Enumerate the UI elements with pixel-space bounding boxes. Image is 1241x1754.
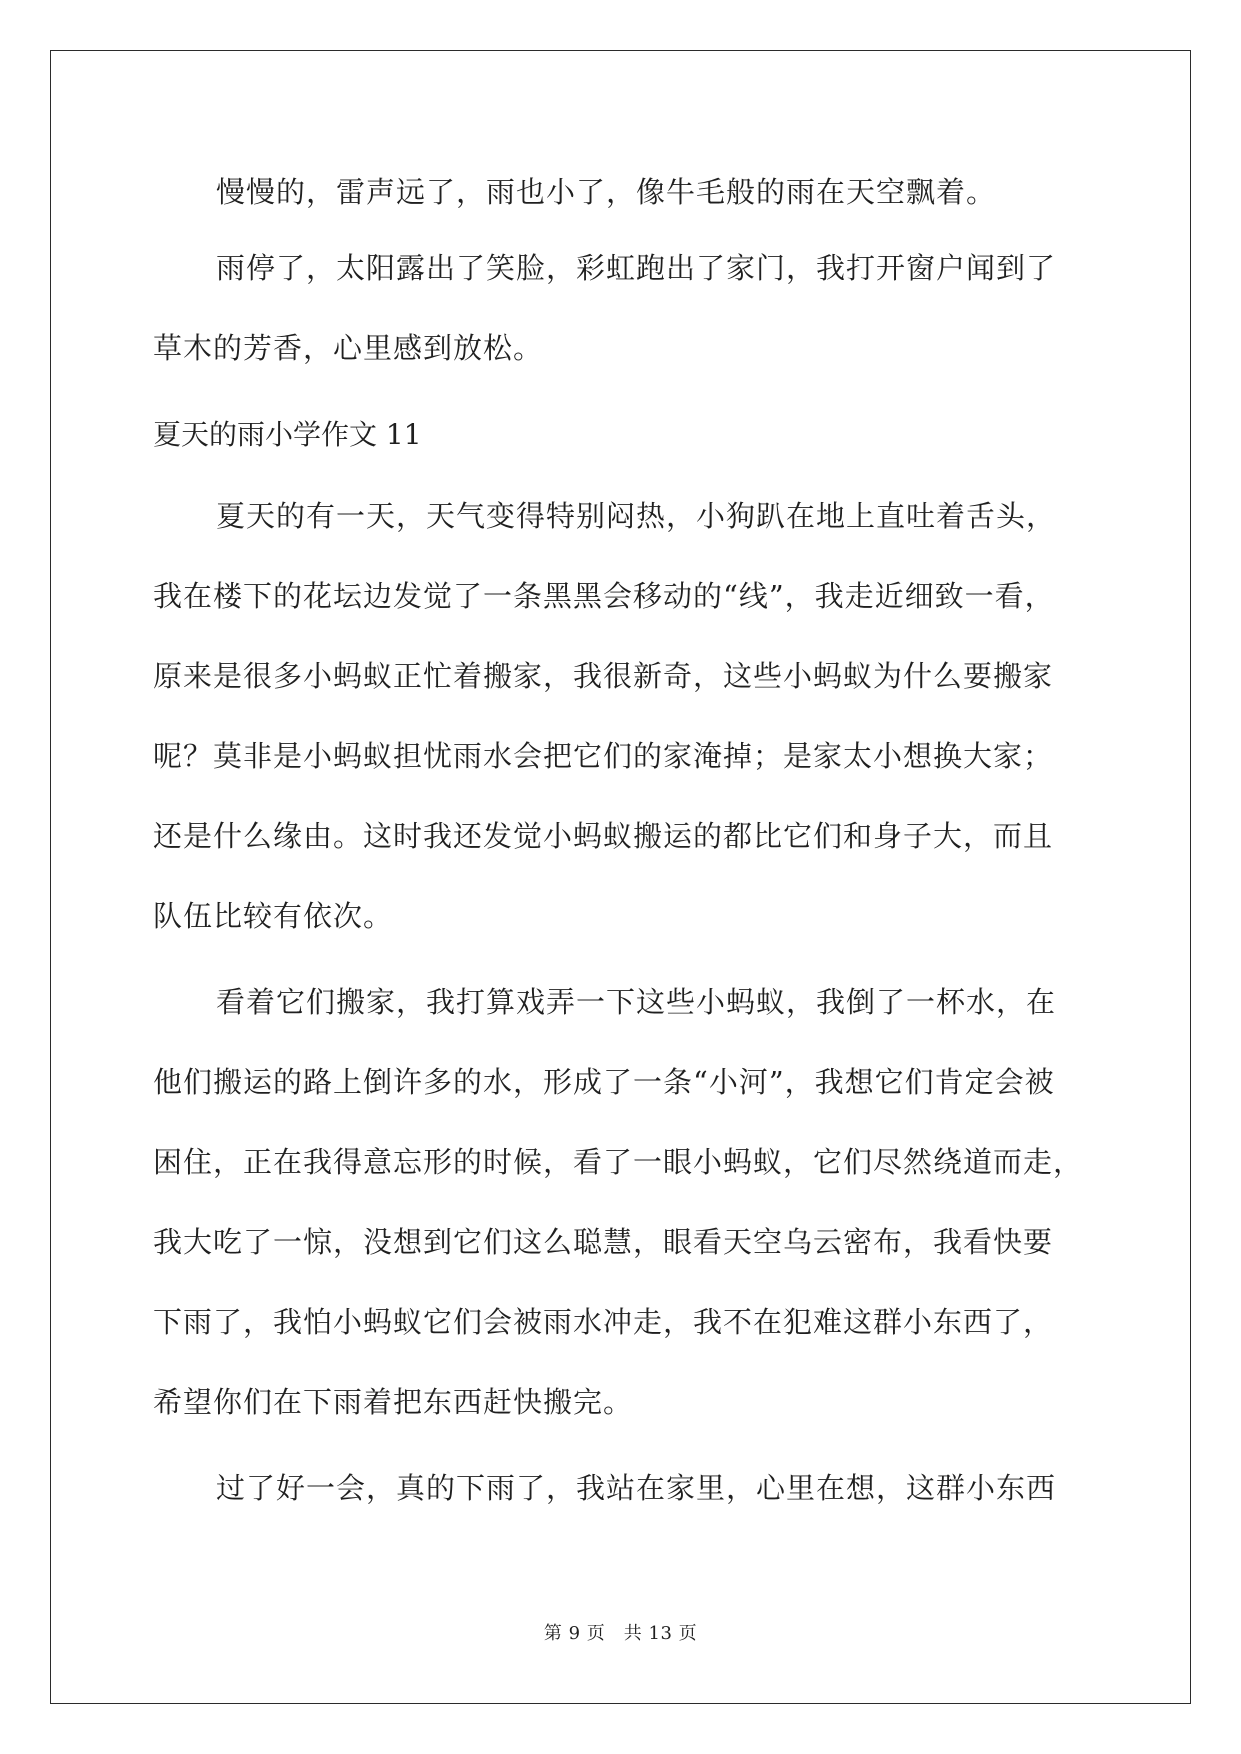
page-number: 第 9 页 共 13 页 xyxy=(543,1623,698,1644)
paragraph-line: 困住，正在我得意忘形的时候，看了一眼小蚂蚁，它们尽然绕道而走， xyxy=(153,1145,1084,1179)
paragraph-line: 过了好一会，真的下雨了，我站在家里，心里在想，这群小东西 xyxy=(216,1471,1057,1505)
paragraph-line: 夏天的有一天，天气变得特别闷热，小狗趴在地上直吐着舌头， xyxy=(216,499,1057,533)
paragraph-line: 原来是很多小蚂蚁正忙着搬家，我很新奇，这些小蚂蚁为什么要搬家 xyxy=(153,659,1054,693)
paragraph-line: 我大吃了一惊，没想到它们这么聪慧，眼看天空乌云密布，我看快要 xyxy=(153,1225,1054,1259)
paragraph-line: 雨停了，太阳露出了笑脸，彩虹跑出了家门，我打开窗户闻到了 xyxy=(216,251,1057,285)
paragraph-line: 还是什么缘由。这时我还发觉小蚂蚁搬运的都比它们和身子大，而且 xyxy=(153,819,1054,853)
paragraph-line: 草木的芳香，心里感到放松。 xyxy=(153,331,544,365)
paragraph-line: 下雨了，我怕小蚂蚁它们会被雨水冲走，我不在犯难这群小东西了， xyxy=(153,1305,1054,1339)
paragraph-line: 希望你们在下雨着把东西赶快搬完。 xyxy=(153,1385,634,1419)
paragraph-line: 我在楼下的花坛边发觉了一条黑黑会移动的“线”，我走近细致一看， xyxy=(153,579,1055,613)
paragraph-line: 呢？莫非是小蚂蚁担忧雨水会把它们的家淹掉；是家太小想换大家； xyxy=(153,739,1054,773)
paragraph-line: 看着它们搬家，我打算戏弄一下这些小蚂蚁，我倒了一杯水，在 xyxy=(216,985,1057,1019)
paragraph-line: 队伍比较有依次。 xyxy=(153,899,394,933)
page-frame xyxy=(50,50,1191,1704)
section-heading: 夏天的雨小学作文 11 xyxy=(153,418,422,451)
paragraph-line: 慢慢的，雷声远了，雨也小了，像牛毛般的雨在天空飘着。 xyxy=(216,175,997,209)
paragraph-line: 他们搬运的路上倒许多的水，形成了一条“小河”，我想它们肯定会被 xyxy=(153,1065,1055,1099)
